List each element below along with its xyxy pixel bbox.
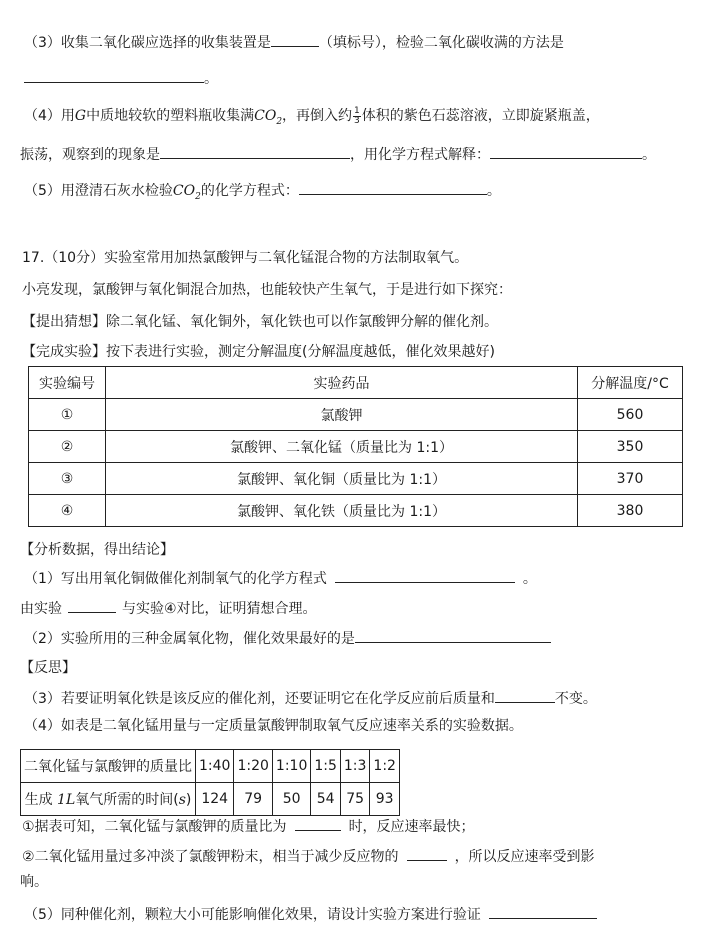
q3-blank-apparatus[interactable]	[271, 32, 319, 47]
c2-text-a: ②二氧化锰用量过多冲淡了氯酸钾粉末，相当于减少反应物的	[22, 849, 399, 865]
ratio-label: 二氧化锰与氯酸钾的质量比	[21, 750, 196, 783]
ratio-row	[21, 750, 400, 783]
q17-experiment: 【完成实验】按下表进行实验，测定分解温度(分解温度越低，催化效果越好)	[22, 344, 495, 360]
header-reagents: 实验药品	[106, 367, 578, 399]
q3-text-c: 。	[204, 71, 218, 87]
a1-line2-a: 由实验	[20, 601, 62, 617]
frac-num: 1	[354, 105, 360, 116]
q3-line	[24, 32, 564, 53]
a1-blank-exp[interactable]	[68, 598, 116, 613]
q5-co: CO	[172, 183, 196, 199]
c1-blank-ratio[interactable]	[295, 816, 341, 831]
q4-blank-equation[interactable]	[490, 144, 642, 159]
r3-blank-property[interactable]	[495, 688, 555, 703]
a1-line	[24, 568, 537, 589]
q4-text-d: 体积的紫色石蕊溶液，立即旋紧瓶盖，	[361, 108, 600, 124]
cell-temp: 350	[578, 431, 683, 463]
cell-id: ③	[29, 463, 106, 495]
cell-temp: 380	[578, 495, 683, 527]
c1-line	[22, 816, 475, 837]
cell-reagent: 氯酸钾、氧化铁（质量比为 1:1）	[106, 495, 578, 527]
time-row	[21, 783, 400, 816]
q4-line2	[20, 144, 656, 165]
q17-discover: 小亮发现，氯酸钾与氧化铜混合加热，也能较快产生氧气，于是进行如下探究：	[22, 282, 512, 298]
reflect-heading: 【反思】	[20, 660, 76, 676]
a2-line	[24, 628, 551, 649]
q4-text-a: （4）用	[24, 108, 75, 124]
a2-text: （2）实验所用的三种金属氧化物，催化效果最好的是	[24, 631, 355, 647]
time-cell: 124	[196, 783, 234, 816]
q5-text-b: 的化学方程式：	[200, 183, 299, 199]
a1-line2-b: 与实验④对比，证明猜想合理。	[122, 601, 317, 617]
time-cell: 75	[340, 783, 370, 816]
cell-temp: 560	[578, 399, 683, 431]
time-cell: 79	[234, 783, 272, 816]
q4-text-b: 中质地较软的塑料瓶收集满	[86, 108, 255, 124]
ratio-cell: 1:3	[340, 750, 370, 783]
q5-line	[24, 180, 501, 207]
one-third-fraction	[353, 107, 361, 126]
table-row	[29, 399, 683, 431]
r3-text-b: 不变。	[554, 691, 597, 707]
time-label-var: 1L	[57, 792, 76, 808]
q3-blank-method[interactable]	[24, 68, 204, 83]
q5-co-sub: 2	[195, 191, 201, 202]
table-row	[29, 495, 683, 527]
header-exp-id: 实验编号	[29, 367, 106, 399]
q17-5-line	[24, 904, 597, 925]
r3-line	[24, 688, 597, 709]
cell-temp: 370	[578, 463, 683, 495]
time-cell: 54	[311, 783, 341, 816]
a1-end: 。	[522, 571, 537, 587]
q4-text-c: ，再倒入约	[282, 108, 353, 124]
q5-blank-equation[interactable]	[299, 180, 487, 195]
table-header-row	[29, 367, 683, 399]
ratio-cell: 1:2	[370, 750, 400, 783]
a1-line2	[20, 598, 317, 619]
a1-text: （1）写出用氧化铜做催化剂制氧气的化学方程式	[24, 571, 327, 587]
c2-line	[22, 846, 595, 867]
cell-reagent: 氯酸钾、二氧化锰（质量比为 1:1）	[106, 431, 578, 463]
q4-line2-c: 。	[642, 147, 656, 163]
q17-5-blank-plan[interactable]	[489, 904, 597, 919]
q17-intro: 17.（10分）实验室常用加热氯酸钾与二氧化锰混合物的方法制取氧气。	[22, 250, 469, 266]
q5-text-a: （5）用澄清石灰水检验	[24, 183, 173, 199]
mno2-ratio-table	[20, 749, 400, 816]
q4-line2-b: ，用化学方程式解释：	[350, 147, 490, 163]
table-row	[29, 463, 683, 495]
c1-text-b: 时，反应速率最快；	[348, 819, 475, 835]
r4-text: （4）如表是二氧化锰用量与一定质量氯酸钾制取氧气反应速率关系的实验数据。	[24, 718, 523, 734]
time-cell: 50	[272, 783, 310, 816]
q17-5-text: （5）同种催化剂，颗粒大小可能影响催化效果，请设计实验方案进行验证	[24, 907, 481, 923]
time-label-a: 生成	[24, 792, 58, 808]
c2-text-c: 响。	[20, 874, 48, 890]
a2-blank-best[interactable]	[355, 628, 551, 643]
q5-text-c: 。	[486, 183, 501, 199]
q17-hypothesis: 【提出猜想】除二氧化锰、氧化铜外，氧化铁也可以作氯酸钾分解的催化剂。	[22, 314, 498, 330]
q3-text-a: （3）收集二氧化碳应选择的收集装置是	[24, 35, 271, 51]
time-label-b: 氧气所需的时间(	[75, 792, 179, 808]
time-label	[21, 783, 196, 816]
cell-reagent: 氯酸钾、氧化铜（质量比为 1:1）	[106, 463, 578, 495]
header-temperature: 分解温度/°C	[578, 367, 683, 399]
ratio-cell: 1:40	[196, 750, 234, 783]
q4-line2-a: 振荡，观察到的现象是	[20, 147, 160, 163]
c1-text-a: ①据表可知，二氧化锰与氯酸钾的质量比为	[22, 819, 287, 835]
cell-id: ②	[29, 431, 106, 463]
ratio-cell: 1:5	[311, 750, 341, 783]
cell-id: ①	[29, 399, 106, 431]
time-label-c: )	[185, 792, 192, 808]
ratio-cell: 1:10	[272, 750, 310, 783]
c2-text-b: ，所以反应速率受到影	[454, 849, 595, 865]
r3-text-a: （3）若要证明氧化铁是该反应的催化剂，还要证明它在化学反应前后质量和	[24, 691, 495, 707]
time-cell: 93	[370, 783, 400, 816]
q4-co: CO	[254, 108, 277, 124]
q3-text-b: （填标号），检验二氧化碳收满的方法是	[318, 35, 564, 51]
cell-reagent: 氯酸钾	[106, 399, 578, 431]
analysis-heading: 【分析数据，得出结论】	[20, 542, 174, 558]
decomposition-temperature-table	[28, 366, 683, 527]
table-row	[29, 431, 683, 463]
c2-blank-reactant[interactable]	[407, 846, 447, 861]
cell-id: ④	[29, 495, 106, 527]
q3-line2	[24, 68, 218, 89]
q4-blank-phenomenon[interactable]	[160, 144, 350, 159]
q4-co-sub: 2	[276, 116, 283, 127]
q4-line1	[24, 106, 600, 132]
frac-den: 3	[354, 115, 360, 126]
ratio-cell: 1:20	[234, 750, 272, 783]
q4-var-g: G	[74, 108, 87, 124]
time-label-unit: s	[178, 792, 186, 808]
a1-blank-equation[interactable]	[335, 568, 515, 583]
